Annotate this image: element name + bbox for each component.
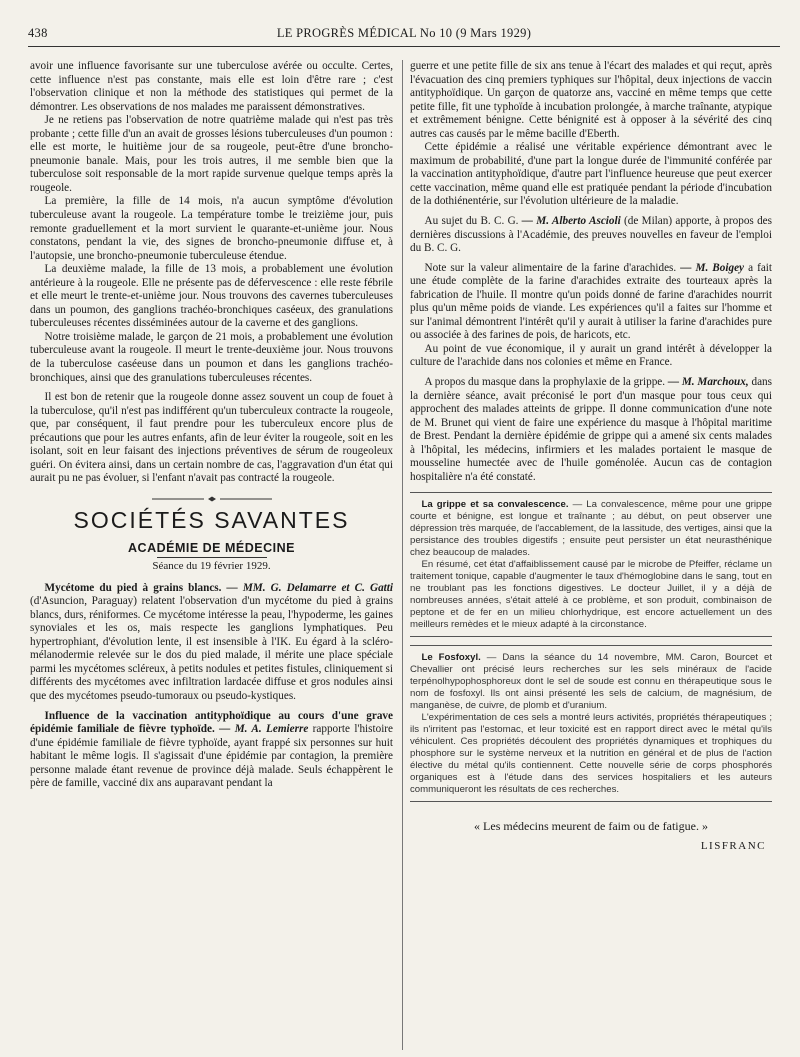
quotation-author: LISFRANC: [700, 839, 766, 852]
article-authors: — M. A. Lemierre: [214, 723, 309, 736]
right-column: [410, 60, 772, 854]
journal-title: LE PROGRÈS MÉDICAL No 10 (9 Mars 1929): [276, 26, 532, 40]
ornament-rule: [152, 496, 272, 502]
paragraph: avoir une influence favorisante sur une tuberculose avérée ou occulte. Certes, cette influence n'est pas constante, mais elle est loin d'être rare ; c'est l'observation clinique et non la méthode des statistiques qui permet de la démontrer. Les observations de nos malades me paraissent démonstratives.: [30, 60, 393, 113]
paragraph: Cette épidémie a réalisé une véritable expérience démontrant avec le maximum de probabilité, d'une part la longue durée de l'immunité conférée par la vaccination antityphoïdique, d'autre part l'influence heureuse que peut exercer cette vaccination, même quand elle est pratiquée pendant la période d'incubation de la dothiénentérie, sur l'évolution ultérieure de la maladie.: [410, 141, 772, 208]
session-date: Séance du 19 février 1929.: [152, 560, 271, 573]
article-text: (d'Asuncion, Paraguay) relatent l'observation d'un mycétome du pied à grains blancs, durs, réniformes. Ce mycétome intéresse la peau, l'hypoderme, les gaines synoviales et les os, mais respecte les ganglions lymphatiques. Peu hypertrophiant, d'évolution lente, il est insensible à l'IK. Eu égard à la scléro-mélanodermie relevée sur le dos du pied malade, il mérite une place spéciale parmi les mycétomes scléreux, à petits nodules et petites fistules, cliniquement si différents des mycétomes avec infiltration lardacée diffuse et gros nodules ainsi que des mycétomes pseudo-tumoraux ou pseudo-kystiques.: [30, 595, 393, 702]
page-header: [28, 26, 780, 47]
advert-text: — La convalescence, même pour une grippe courte et bénigne, est longue et traînante ; au début, on peut observer une dépression très marquée, de l'accablement, de la lassitude, des vertiges, ainsi que la persistance des troubles digestifs ; ensuite peut persister un état neurasthénique chez beaucoup de malades.: [410, 499, 772, 559]
paragraph: guerre et une petite fille de six ans tenue à l'écart des malades et qui reçut, après l'évacuation des cinq premiers typhiques sur l'hôpital, deux injections de vaccin antityphoïdique. Un garçon de quatorze ans, vacciné en même temps que cette petite fille, fit une typhoïde à incubation prolongée, à marche traînante, atypique et extrêmement bénigne. Cette bénignité est à opposer à la sévérité des cinq autres cas causés par le même bacille d'Eberth.: [410, 60, 772, 140]
article-authors: — MM. G. Delamarre et C. Gatti: [221, 581, 393, 594]
article-typhoide: [30, 710, 393, 791]
advert-paragraph: En résumé, cet état d'affaiblissement causé par le microbe de Pfeiffer, réclame un traitement tonique, capable d'augmenter le taux d'hémoglobine dans le sang, tout en ne troublant pas les fonctions digestives. Le docteur Juillet, il y a déjà de nombreuses années, s'était attelé à ce problème, et son produit, combinaison de peptone et de fer en un milieu chlorhydrique, est encore actuellement un des meilleurs remèdes et le mieux adapté à la circonstance.: [410, 559, 772, 631]
article-lead: Influence de la vaccination antityphoïdique au cours d'une grave épidémie familiale de fièvre typhoïde.: [30, 709, 393, 736]
academy-rule: [157, 557, 267, 558]
advert-fosfoxyl: [410, 645, 772, 802]
paragraph: La deuxième malade, la fille de 13 mois, a probablement une évolution antérieure à la rougeole. Elle ne présente pas de défervescence : elle reste fébrile et elle meurt le trente-et-unième jour. Nous trouvons des cavernes tuberculeuses dans un poumon, des ganglions trachéo-bronchiques caséeux, des granulations tuberculeuses récentes disséminées autour de la caverne et des ganglions.: [30, 263, 393, 330]
paragraph: Au point de vue économique, il y aurait un grand intérêt à développer la culture de l'arachide dans nos colonies et même en France.: [410, 342, 772, 369]
article-authors: — M. Marchoux,: [665, 376, 749, 389]
paragraph: La première, la fille de 14 mois, n'a aucun symptôme d'évolution tuberculeuse avant la rougeole. La température tombe le treizième jour, puis remonte graduellement et la mort survient le quarante-et-unième jour. Nous constatons, pendant la vie, des signes de broncho-pneumonie diffuse et, à l'autopsie, une broncho-pneumonie tuberculeuse étendue.: [30, 195, 393, 262]
article-lead: Mycétome du pied à grains blancs.: [44, 581, 222, 594]
article-text: rapporte l'histoire d'une épidémie familiale de fièvre typhoïde, ayant frappé six personnes sur huit habitant le même logis. Il s'agissait d'une épidémie par contagion, la première personne malade étant revenue de province déjà malade. Seuls échappèrent le père de famille, vacciné dix ans auparavant pendant la: [30, 723, 393, 790]
paragraph: Il est bon de retenir que la rougeole donne assez souvent un coup de fouet à la tuberculose, qu'il n'est pas indifférent qu'un tuberculeux contracte la rougeole, que, par conséquent, il faut prendre pour les tuberculeux encore plus de précautions que pour les autres enfants, afin de leur éviter la rougeole, soit en les isolant, soit en leur faisant des injections préventives de sérum de rougeoleux guéri. On évitera ainsi, dans un certain nombre de cas, l'aggravation d'un état qui aurait pu ne pas évoluer, si l'enfant n'avait pas contracté la rougeole.: [30, 391, 393, 485]
article-mycetome: [30, 582, 393, 704]
paragraph: Notre troisième malade, le garçon de 21 mois, a probablement une évolution tuberculeuse avant la rougeole. Il meurt le trente-deuxième jour. Nous trouvons de la tuberculose caséeuse dans un poumon et dans les ganglions trachéo-bronchiques, ainsi que des granulations tuberculeuses récentes.: [30, 330, 393, 384]
quotation: « Les médecins meurent de faim ou de fatigue. »: [474, 819, 708, 834]
advert-paragraph: [410, 499, 772, 559]
article-authors: — M. Boigey: [676, 261, 744, 274]
left-column: [30, 60, 393, 791]
article-lead: Note sur la valeur alimentaire de la farine d'arachides.: [424, 261, 677, 274]
advert-text: — Dans la séance du 14 novembre, MM. Caron, Bourcet et Chevallier ont précisé leurs recherches sur les sels minéraux de l'acide terpénolhypophosphoreux dont le sel de soude est connu en thérapeutique sous le nom de fosfoxyl. Ils ont ainsi présenté les sels de calcium, de magnésium, de manganèse, de cuivre, de plomb et d'uranium.: [410, 652, 772, 712]
section-title: SOCIÉTÉS SAVANTES: [73, 506, 350, 533]
article-authors: — M. Alberto Ascioli: [518, 215, 621, 228]
advert-paragraph: [410, 652, 772, 712]
article-masque: [410, 376, 772, 484]
page-number: 438: [28, 26, 48, 40]
article-text: (de Milan) apporte, à propos des dernières discussions à l'Académie, des preuves nouvelles en faveur de l'emploi du B. C. G.: [410, 215, 772, 255]
article-lead: A propos du masque dans la prophylaxie de la grippe.: [424, 376, 666, 389]
academy-title: ACADÉMIE DE MÉDECINE: [128, 540, 295, 555]
advert-paragraph: L'expérimentation de ces sels a montré leurs activités, propriétés thérapeutiques ; ils n'irritent pas l'estomac, et leur toxicité est en rapport direct avec le métal qu'ils véhiculent. Ces propriétés découlent des propriétés dynamiques et trophiques du phosphore sur le système nerveux et la nutrition en général et de plus de l'action élective du métal qu'ils contiennent. Cette nouvelle série de corps phosphorés organiques est à l'étude dans des services hospitaliers et les auteurs communiqueront les résultats de ces recherches.: [410, 712, 772, 796]
article-lead: Au sujet du B. C. G.: [424, 215, 519, 228]
article-text: a fait une étude complète de la farine d'arachides extraite des tourteaux après la fabrication de l'huile. Il montre qu'un poids donné de farine d'arachides nourrit plus qu'un même poids de viande. Les expériences qu'il a faites sur l'homme et sur l'animal démontrent l'intérêt qu'il y aurait à utiliser la farine d'arachides pure ou associée à des farines de pois, de haricots, etc.: [410, 261, 773, 342]
article-bcg: [410, 215, 772, 256]
advert-lead: Le Fosfoxyl.: [421, 652, 481, 664]
advert-lead: La grippe et sa convalescence.: [421, 499, 569, 511]
paragraph: Je ne retiens pas l'observation de notre quatrième malade qui n'est pas très probante ; cette fille d'un an avait de grosses lésions tuberculeuses d'un poumon : elle est morte, le huitième jour de sa rougeole, peut-être d'une broncho-pneumonie banale. Mais, pour les trois autres, il me semble bien que la tuberculose soit responsable de la mort rapide survenue quelque temps après la rougeole.: [30, 114, 393, 194]
advert-grippe: [410, 492, 772, 637]
article-text: dans la dernière séance, avait préconisé le port d'un masque pour tous ceux qui approchent des malades atteints de grippe. Il donne communication d'une note de M. Brunet qui vient de faire une expérience du masque à l'hôpital maritime de Brest. Pendant la dernière épidémie de grippe qui a amené six cents malades à l'hôpital, les médecins, infirmiers et les malades portaient le masque de mousseline humectée avec de l'huile goménolée. Aucun cas de contagion hospitalière n'a été constaté.: [410, 376, 772, 483]
column-divider: [402, 60, 403, 1050]
article-arachides: [410, 262, 772, 343]
